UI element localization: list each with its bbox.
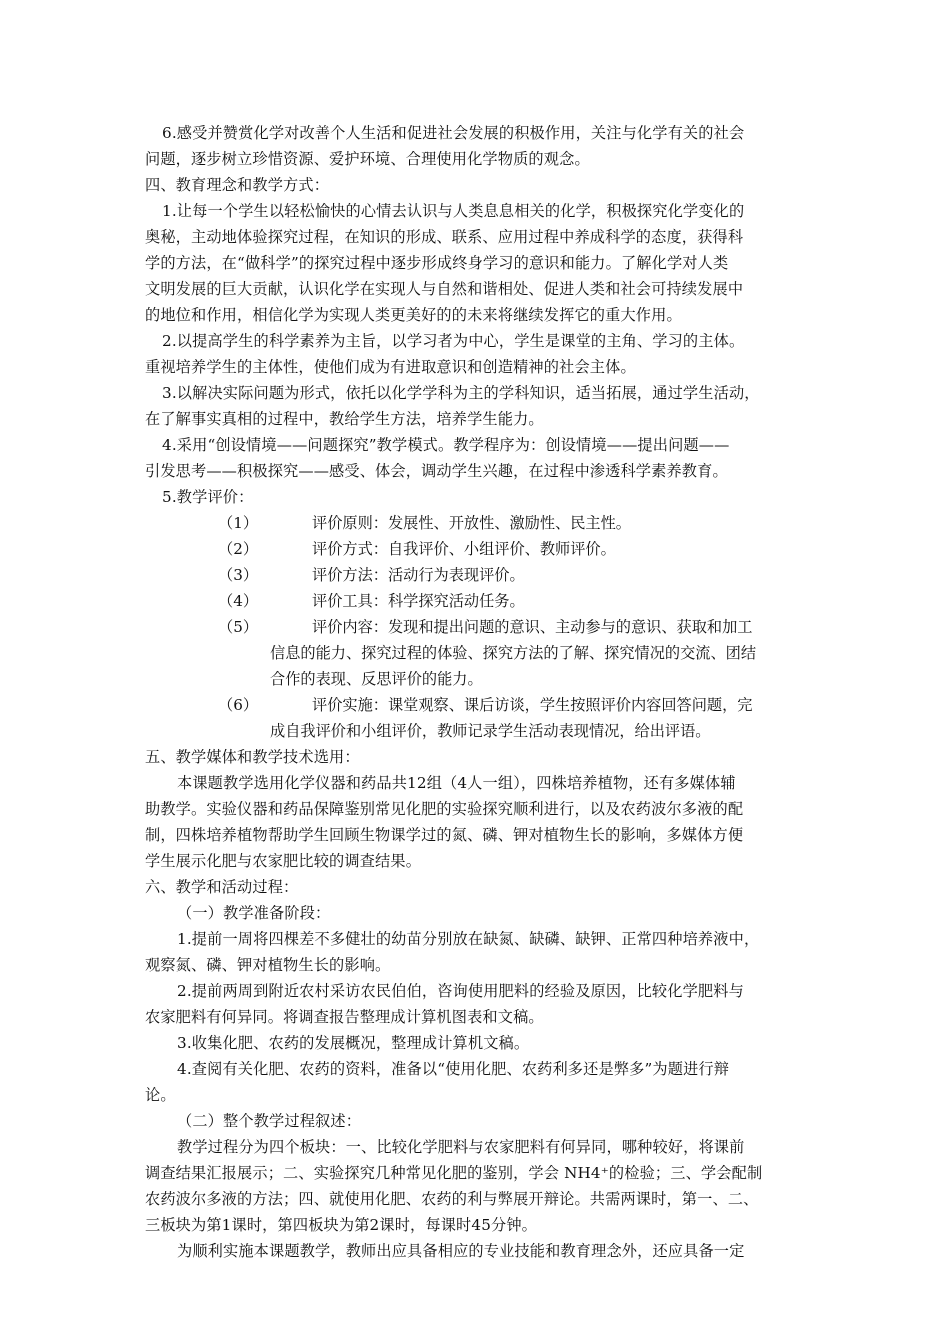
section4-heading: 四、教育理念和教学方式： (145, 176, 330, 194)
s4-p4-line1: 4.采用“创设情境——问题探究”教学模式。教学程序为：创设情境——提出问题—— (162, 436, 730, 454)
last-line: 为顺利实施本课题教学，教师出应具备相应的专业技能和教育理念外，还应具备一定 (177, 1242, 745, 1260)
eval-text: 评价实施：课堂观察、课后访谈，学生按照评价内容回答问题，完 (312, 696, 753, 714)
s5-line1: 本课题教学选用化学仪器和药品共12组（4人一组），四株培养植物，还有多媒体辅 (177, 774, 736, 792)
section6-heading: 六、教学和活动过程： (145, 878, 299, 896)
s4-p1-line4: 文明发展的巨大贡献，认识化学在实现人与自然和谐相处、促进人类和社会可持续发展中 (145, 280, 744, 298)
s4-p3-line2: 在了解事实真相的过程中，教给学生方法，培养学生能力。 (145, 410, 544, 428)
item6-line1: 6.感受并赞赏化学对改善个人生活和促进社会发展的积极作用，关注与化学有关的社会 (162, 124, 745, 142)
prep-line: 观察氮、磷、钾对植物生长的影响。 (145, 956, 391, 974)
eval-num: （5） (218, 618, 259, 636)
s5-line4: 学生展示化肥与农家肥比较的调查结果。 (145, 852, 422, 870)
s4-p4-line2: 引发思考——积极探究——感受、体会，调动学生兴趣，在过程中渗透科学素养教育。 (145, 462, 728, 480)
process-line: 调查结果汇报展示；二、实验探究几种常见化肥的鉴别，学会 NH4⁺的检验；三、学会配制 (145, 1164, 763, 1182)
s4-p2-line2: 重视培养学生的主体性，使他们成为有进取意识和创造精神的社会主体。 (145, 358, 636, 376)
eval-num: （1） (218, 514, 259, 532)
s4-p1-line1: 1.让每一个学生以轻松愉快的心情去认识与人类息息相关的化学，积极探究化学变化的 (162, 202, 745, 220)
process-line: 农药波尔多液的方法；四、就使用化肥、农药的利与弊展开辩论。共需两课时，第一、二、 (145, 1190, 759, 1208)
prep-line: 1.提前一周将四棵差不多健壮的幼苗分别放在缺氮、缺磷、缺钾、正常四种培养液中， (177, 930, 760, 948)
s4-p1-line2: 奥秘，主动地体验探究过程，在知识的形成、联系、应用过程中养成科学的态度，获得科 (145, 228, 744, 246)
prep-line: 4.查阅有关化肥、农药的资料，准备以“使用化肥、农药利多还是弊多”为题进行辩 (177, 1060, 730, 1078)
section5-heading: 五、教学媒体和教学技术选用： (145, 748, 360, 766)
eval-text-cont: 成自我评价和小组评价，教师记录学生活动表现情况，给出评语。 (270, 722, 711, 740)
s6-sub1: （一）教学准备阶段： (177, 904, 331, 922)
eval-text: 评价内容：发现和提出问题的意识、主动参与的意识、获取和加工 (312, 618, 753, 636)
eval-text: 评价工具：科学探究活动任务。 (312, 592, 525, 610)
eval-num: （2） (218, 540, 259, 558)
s4-p2-line1: 2.以提高学生的科学素养为主旨，以学习者为中心，学生是课堂的主角、学习的主体。 (162, 332, 745, 350)
s4-p3-line1: 3.以解决实际问题为形式，依托以化学学科为主的学科知识，适当拓展，通过学生活动， (162, 384, 760, 402)
eval-text: 评价原则：发展性、开放性、激励性、民主性。 (312, 514, 631, 532)
prep-line: 2.提前两周到附近农村采访农民伯伯，咨询使用肥料的经验及原因，比较化学肥料与 (177, 982, 744, 1000)
s5-line2: 助教学。实验仪器和药品保障鉴别常见化肥的实验探究顺利进行，以及农药波尔多液的配 (145, 800, 744, 818)
s4-p1-line5: 的地位和作用，相信化学为实现人类更美好的的未来将继续发挥它的重大作用。 (145, 306, 682, 324)
eval-text-cont: 合作的表现、反思评价的能力。 (270, 670, 483, 688)
eval-text: 评价方式：自我评价、小组评价、教师评价。 (312, 540, 616, 558)
process-line: 三板块为第1课时，第四板块为第2课时，每课时45分钟。 (145, 1216, 538, 1234)
eval-num: （4） (218, 592, 259, 610)
item6-line2: 问题，逐步树立珍惜资源、爱护环境、合理使用化学物质的观念。 (145, 150, 590, 168)
s4-p5-title: 5.教学评价： (162, 488, 254, 506)
s5-line3: 制，四株培养植物帮助学生回顾生物课学过的氮、磷、钾对植物生长的影响，多媒体方便 (145, 826, 744, 844)
eval-num: （3） (218, 566, 259, 584)
prep-line: 论。 (145, 1086, 176, 1104)
eval-text-cont: 信息的能力、探究过程的体验、探究方法的了解、探究情况的交流、团结 (270, 644, 756, 662)
process-line: 教学过程分为四个板块：一、比较化学肥料与农家肥料有何异同，哪种较好，将课前 (177, 1138, 745, 1156)
s6-sub2: （二）整个教学过程叙述： (177, 1112, 362, 1130)
eval-num: （6） (218, 696, 259, 714)
s4-p1-line3: 学的方法，在“做科学”的探究过程中逐步形成终身学习的意识和能力。了解化学对人类 (145, 254, 729, 272)
prep-line: 农家肥料有何异同。将调查报告整理成计算机图表和文稿。 (145, 1008, 544, 1026)
prep-line: 3.收集化肥、农药的发展概况，整理成计算机文稿。 (177, 1034, 530, 1052)
eval-text: 评价方法：活动行为表现评价。 (312, 566, 525, 584)
